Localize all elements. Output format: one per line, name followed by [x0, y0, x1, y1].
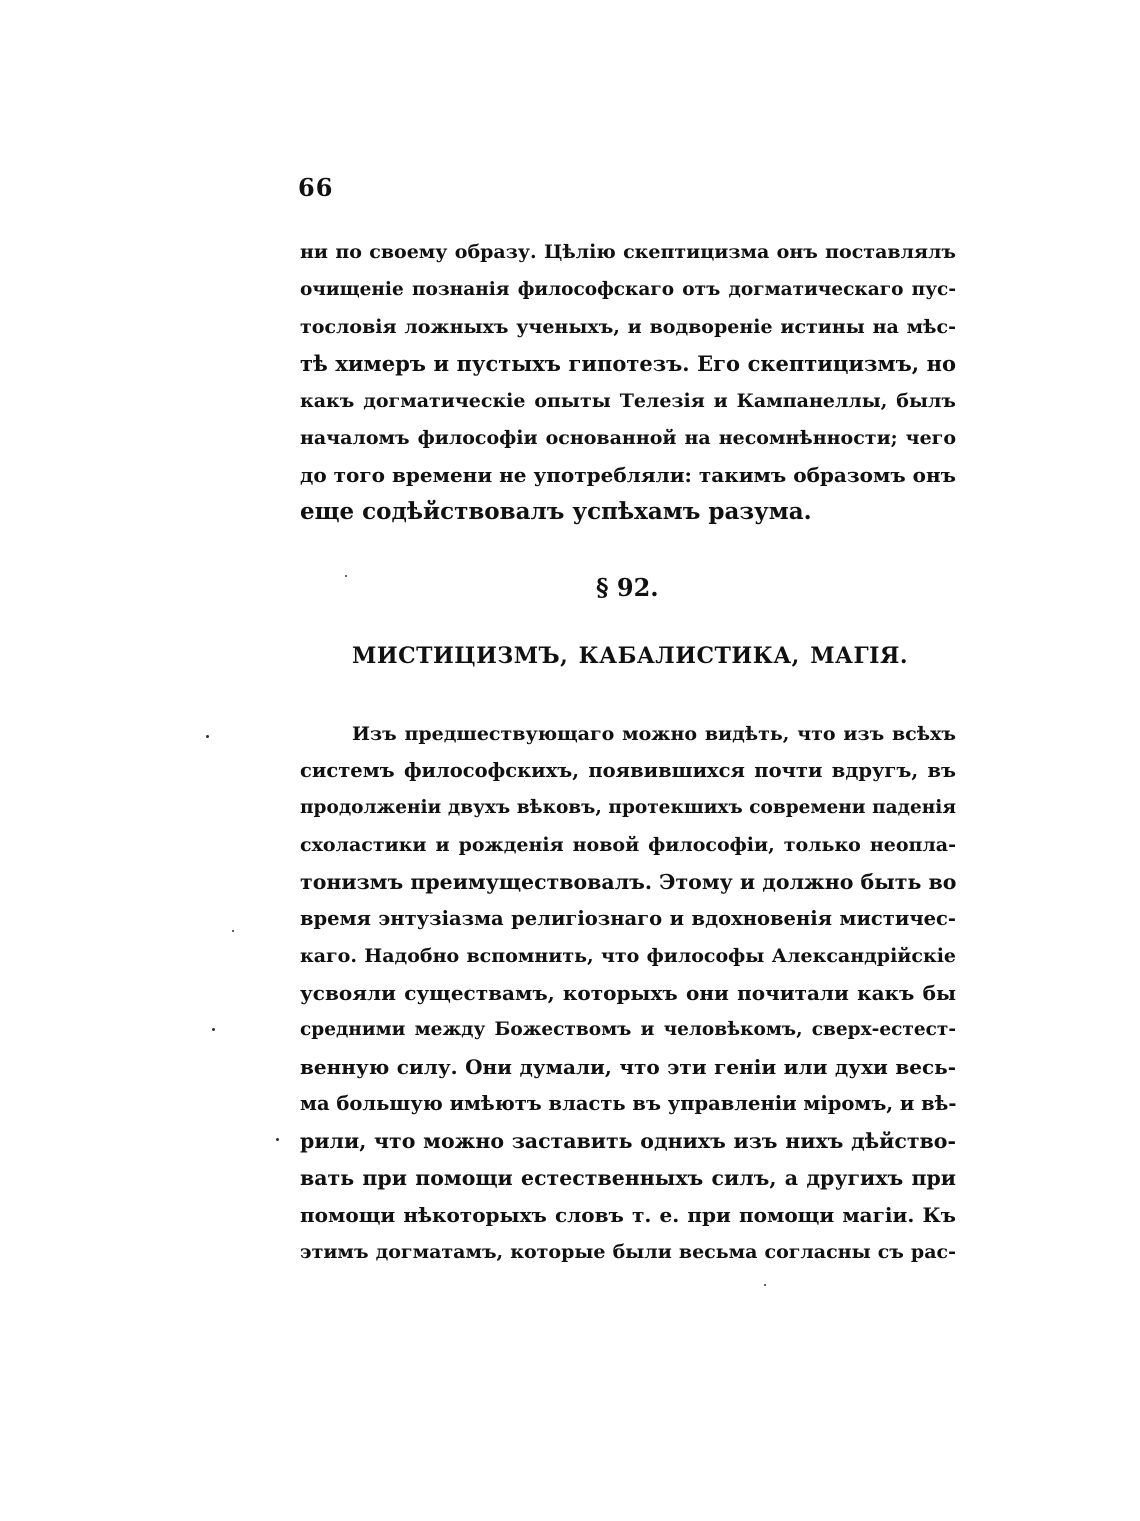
- text-line: системъ философскихъ, появившихся почти вдругъ, въ: [300, 759, 956, 782]
- text-line: вать при помощи естественныхъ силъ, а другихъ при: [300, 1166, 956, 1190]
- text-line: тѣ химеръ и пустыхъ гипотезъ. Его скептицизмъ, но: [300, 351, 956, 376]
- text-line: тонизмъ преимуществовалъ. Этому и должно быть во: [300, 870, 957, 894]
- text-line: ма большую имѣютъ власть въ управленіи міромъ, и вѣ-: [300, 1092, 957, 1115]
- page-number: 66: [298, 173, 334, 202]
- text-line: время энтузіазма религіознаго и вдохновенія мистичес-: [300, 907, 956, 930]
- section-number: § 92.: [596, 573, 659, 602]
- scan-speck: [206, 735, 209, 738]
- scan-speck: [232, 930, 234, 932]
- text-line: Изъ предшествующаго можно видѣть, что изъ всѣхъ: [352, 723, 956, 745]
- section-title: МИСТИЦИЗМЪ, КАБАЛИСТИКА, МАГІЯ.: [352, 643, 908, 669]
- text-line: продолженіи двухъ вѣковъ, протекшихъ современи паденія: [300, 797, 956, 818]
- scan-speck: [276, 1138, 279, 1141]
- scan-speck: [345, 575, 347, 577]
- text-line: средними между Божествомъ и человѣкомъ, сверх-естест-: [300, 1019, 956, 1040]
- scan-speck: [212, 1028, 215, 1031]
- text-line: ни по своему образу. Цѣлію скептицизма онъ поставлялъ: [300, 241, 956, 263]
- text-line: помощи нѣкоторыхъ словъ т. е. при помощи магіи. Къ: [300, 1203, 956, 1227]
- text-line: этимъ догматамъ, которые были весьма согласны съ рас-: [300, 1241, 956, 1263]
- text-line: рили, что можно заставить однихъ изъ нихъ дѣйство-: [300, 1129, 956, 1153]
- text-line: схоластики и рожденія новой философіи, только неопла-: [300, 834, 956, 856]
- text-line: тословія ложныхъ ученыхъ, и водвореніе истины на мѣс-: [300, 316, 956, 338]
- text-line: венную силу. Они думали, что эти геніи или духи весь-: [300, 1055, 956, 1079]
- text-line: каго. Надобно вспомнить, что философы Александрійскіе: [300, 945, 956, 967]
- text-line: усвояли существамъ, которыхъ они почитали какъ бы: [300, 981, 956, 1005]
- text-line: началомъ философіи основанной на несомнѣнности; чего: [300, 427, 956, 449]
- text-line: до того времени не употребляли: такимъ образомъ онъ: [300, 463, 956, 487]
- text-line: очищеніе познанія философскаго отъ догматическаго пус-: [300, 279, 956, 300]
- text-line: какъ догматическіе опыты Телезія и Кампанеллы, былъ: [300, 390, 956, 412]
- scan-speck: [764, 1284, 766, 1286]
- text-line: еще содѣйствовалъ успѣхамъ разума.: [300, 498, 812, 525]
